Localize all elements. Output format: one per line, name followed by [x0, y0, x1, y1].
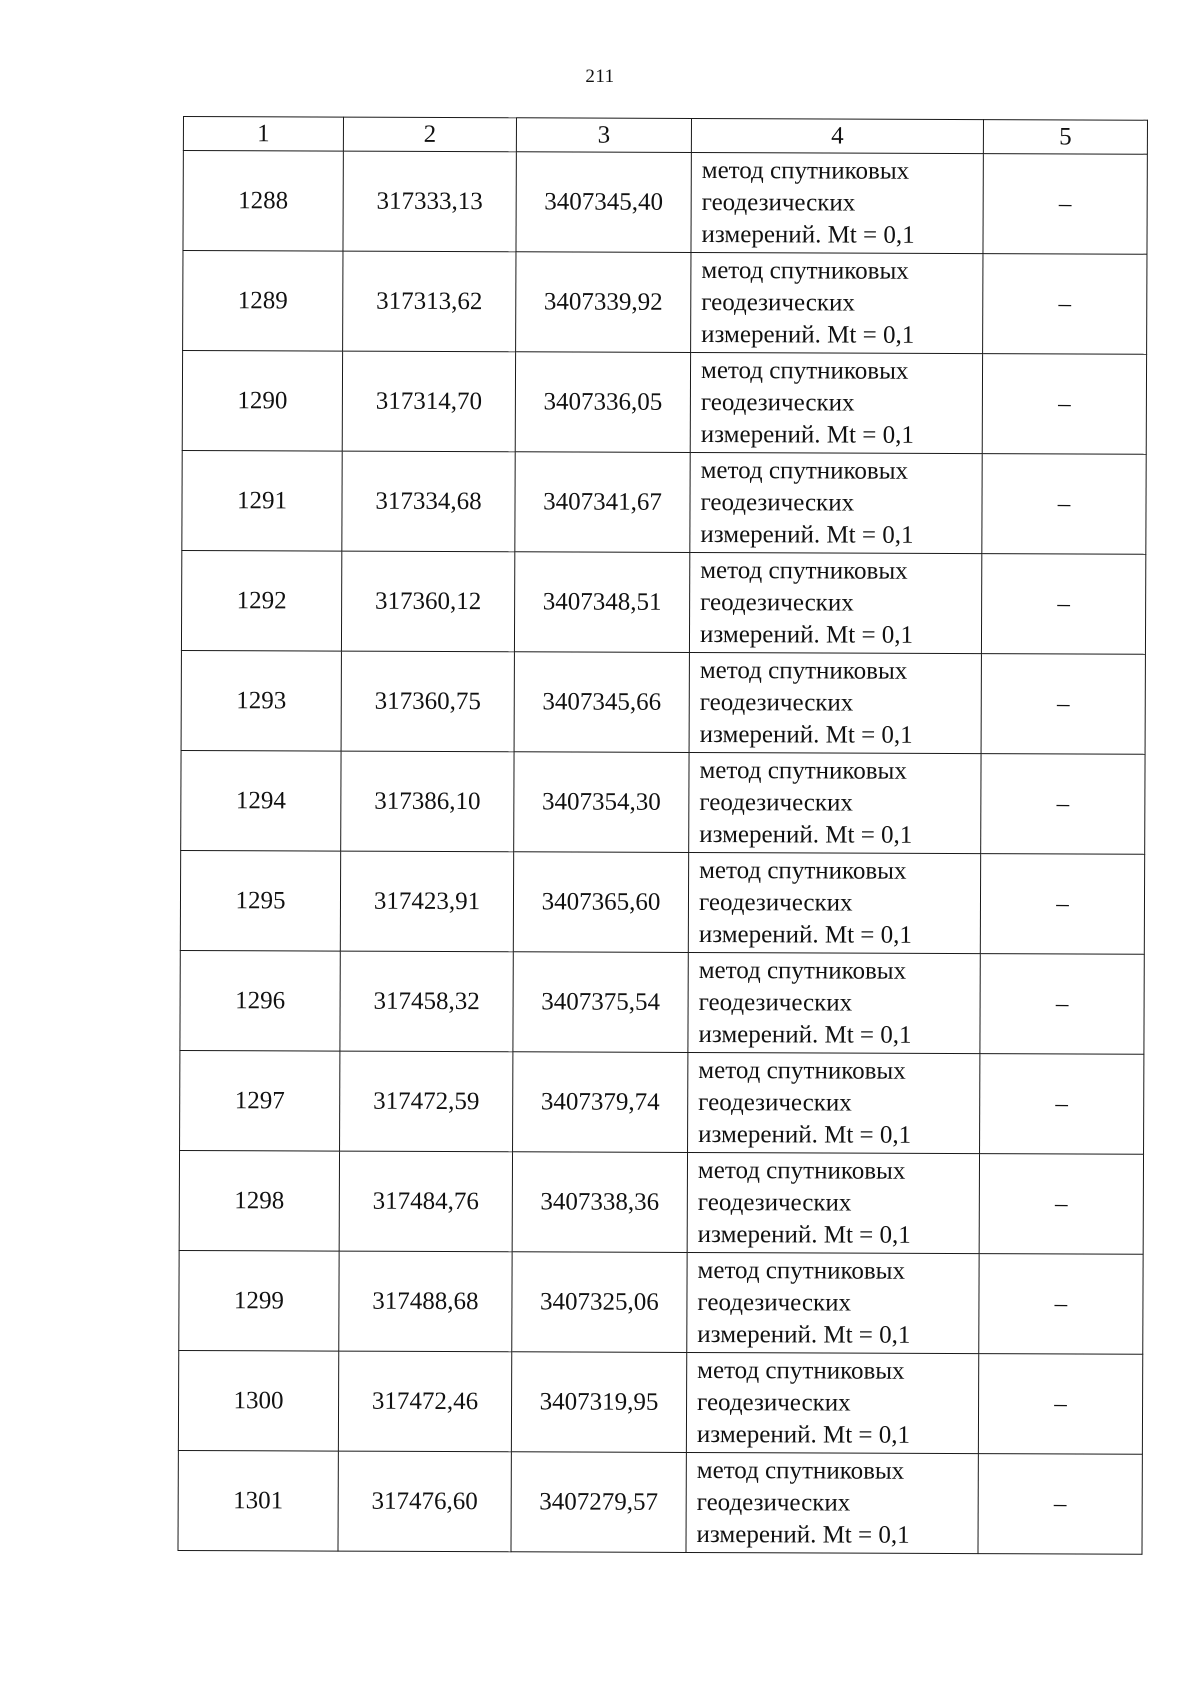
method-text-line: метод спутниковых — [698, 956, 907, 985]
table-row — [178, 1350, 1142, 1454]
method-text-line: измерений. Mt = 0,1 — [700, 520, 914, 549]
method-text-line: геодезических — [701, 188, 856, 217]
y-coordinate-cell: 3407341,67 — [515, 452, 690, 553]
method-text-line: метод спутниковых — [699, 656, 908, 685]
table-row — [179, 1250, 1143, 1354]
method-cell — [689, 752, 981, 853]
method-text-line: геодезических — [699, 788, 854, 817]
y-coordinate-cell: 3407345,40 — [516, 152, 691, 253]
method-text-line: измерений. Mt = 0,1 — [700, 420, 914, 449]
y-coordinate-cell: 3407379,74 — [513, 1052, 688, 1153]
method-text-line: геодезических — [698, 988, 853, 1017]
note-cell: – — [979, 1254, 1143, 1355]
method-cell — [691, 152, 983, 253]
y-coordinate-cell: 3407348,51 — [514, 552, 689, 653]
method-cell — [687, 1252, 979, 1353]
method-text-line: геодезических — [701, 288, 855, 317]
method-text-line: метод спутниковых — [697, 1356, 905, 1385]
method-text-line: геодезических — [700, 388, 855, 417]
y-coordinate-cell: 3407345,66 — [514, 652, 689, 753]
method-cell — [689, 652, 981, 753]
note-cell: – — [978, 1354, 1142, 1455]
x-coordinate-cell: 317360,12 — [341, 551, 514, 652]
note-cell: – — [982, 454, 1146, 555]
method-cell — [689, 552, 981, 653]
note-cell: – — [980, 854, 1144, 955]
x-coordinate-cell: 317314,70 — [342, 351, 515, 452]
note-cell: – — [981, 554, 1145, 655]
x-coordinate-cell: 317488,68 — [339, 1251, 512, 1352]
note-cell: – — [983, 254, 1147, 355]
method-text-line: метод спутниковых — [700, 556, 908, 585]
note-cell: – — [981, 654, 1145, 755]
method-text-line: метод спутниковых — [697, 1156, 906, 1185]
method-cell — [691, 252, 983, 353]
column-header: 2 — [343, 117, 516, 152]
method-text-line: измерений. Mt = 0,1 — [697, 1320, 911, 1349]
method-text-line: метод спутниковых — [701, 256, 909, 285]
method-text-line: метод спутниковых — [701, 156, 910, 185]
coordinates-table-container — [177, 116, 1147, 1555]
method-text-line: измерений. Mt = 0,1 — [701, 220, 915, 249]
method-text-line: геодезических — [698, 888, 853, 917]
x-coordinate-cell: 317472,46 — [338, 1351, 511, 1452]
method-text-line: геодезических — [697, 1388, 851, 1417]
y-coordinate-cell: 3407325,06 — [512, 1252, 687, 1353]
note-cell: – — [979, 1154, 1143, 1255]
method-text-line: метод спутниковых — [698, 1056, 906, 1085]
point-number-cell: 1288 — [183, 151, 343, 252]
method-text-line: измерений. Mt = 0,1 — [698, 1020, 912, 1049]
table-body — [178, 151, 1147, 1555]
table-row — [178, 1450, 1142, 1554]
method-text-line: геодезических — [697, 1288, 852, 1317]
method-cell — [686, 1352, 978, 1453]
method-cell — [690, 452, 982, 553]
x-coordinate-cell: 317472,59 — [340, 1051, 513, 1152]
method-cell — [687, 1152, 979, 1253]
method-cell — [686, 1452, 978, 1553]
table-row — [180, 950, 1144, 1054]
column-header: 5 — [983, 120, 1147, 155]
point-number-cell: 1293 — [181, 650, 341, 751]
note-cell: – — [980, 1054, 1144, 1155]
table-row — [179, 1150, 1143, 1254]
y-coordinate-cell: 3407354,30 — [514, 752, 689, 853]
method-text-line: геодезических — [697, 1188, 852, 1217]
method-text-line: геодезических — [698, 1088, 852, 1117]
y-coordinate-cell: 3407338,36 — [512, 1152, 687, 1253]
method-text-line: измерений. Mt = 0,1 — [696, 1520, 910, 1549]
point-number-cell: 1292 — [181, 550, 341, 651]
point-number-cell: 1299 — [179, 1250, 339, 1351]
method-text-line: измерений. Mt = 0,1 — [699, 720, 913, 749]
column-header: 1 — [183, 117, 343, 152]
x-coordinate-cell: 317334,68 — [342, 451, 515, 552]
method-text-line: геодезических — [700, 488, 855, 517]
method-text-line: измерений. Mt = 0,1 — [699, 620, 914, 649]
x-coordinate-cell: 317484,76 — [339, 1151, 512, 1252]
method-text-line: метод спутниковых — [700, 456, 909, 485]
point-number-cell: 1291 — [182, 450, 342, 551]
coordinates-table — [177, 116, 1148, 1555]
method-text-line: измерений. Mt = 0,1 — [696, 1420, 911, 1449]
method-text-line: геодезических — [699, 688, 854, 717]
method-text-line: измерений. Mt = 0,1 — [697, 1220, 911, 1249]
x-coordinate-cell: 317423,91 — [340, 851, 513, 952]
method-cell — [688, 852, 980, 953]
x-coordinate-cell: 317476,60 — [338, 1451, 511, 1552]
table-row — [183, 151, 1147, 255]
method-text-line: метод спутниковых — [696, 1456, 905, 1485]
point-number-cell: 1300 — [178, 1350, 338, 1451]
note-cell: – — [982, 354, 1146, 455]
table-row — [180, 850, 1144, 954]
point-number-cell: 1295 — [180, 850, 340, 951]
method-text-line: измерений. Mt = 0,1 — [698, 920, 912, 949]
table-row — [180, 1050, 1144, 1154]
x-coordinate-cell: 317386,10 — [341, 751, 514, 852]
method-text-line: метод спутниковых — [700, 356, 909, 385]
page-number: 211 — [585, 66, 615, 87]
point-number-cell: 1297 — [180, 1050, 340, 1151]
note-cell: – — [980, 954, 1144, 1055]
point-number-cell: 1301 — [178, 1450, 338, 1551]
method-text-line: метод спутниковых — [699, 756, 907, 785]
method-cell — [688, 1052, 980, 1153]
table-row — [181, 650, 1145, 754]
point-number-cell: 1296 — [180, 950, 340, 1051]
table-header-row — [183, 117, 1147, 155]
y-coordinate-cell: 3407279,57 — [511, 1452, 686, 1553]
method-text-line: измерений. Mt = 0,1 — [698, 1120, 912, 1149]
table-row — [182, 351, 1146, 455]
point-number-cell: 1290 — [182, 351, 342, 452]
x-coordinate-cell: 317313,62 — [343, 251, 516, 352]
note-cell: – — [983, 154, 1147, 255]
table-row — [181, 750, 1145, 854]
point-number-cell: 1294 — [181, 750, 341, 851]
point-number-cell: 1289 — [183, 251, 343, 352]
y-coordinate-cell: 3407336,05 — [515, 352, 690, 453]
note-cell: – — [981, 754, 1145, 855]
table-row — [183, 251, 1147, 355]
column-header: 3 — [516, 118, 691, 153]
method-cell — [690, 352, 982, 453]
x-coordinate-cell: 317333,13 — [343, 151, 516, 252]
table-row — [182, 450, 1146, 554]
method-text-line: измерений. Mt = 0,1 — [699, 820, 913, 849]
point-number-cell: 1298 — [179, 1150, 339, 1251]
note-cell: – — [978, 1454, 1142, 1555]
x-coordinate-cell: 317458,32 — [340, 951, 513, 1052]
x-coordinate-cell: 317360,75 — [341, 651, 514, 752]
method-text-line: метод спутниковых — [699, 856, 907, 885]
y-coordinate-cell: 3407365,60 — [513, 852, 688, 953]
method-text-line: метод спутниковых — [697, 1256, 906, 1285]
method-text-line: измерений. Mt = 0,1 — [701, 320, 915, 349]
method-text-line: геодезических — [696, 1488, 851, 1517]
method-cell — [688, 952, 980, 1053]
method-text-line: геодезических — [700, 588, 854, 617]
y-coordinate-cell: 3407319,95 — [511, 1352, 686, 1453]
column-header: 4 — [691, 118, 983, 153]
y-coordinate-cell: 3407375,54 — [513, 952, 688, 1053]
y-coordinate-cell: 3407339,92 — [516, 252, 691, 353]
table-row — [181, 550, 1145, 654]
